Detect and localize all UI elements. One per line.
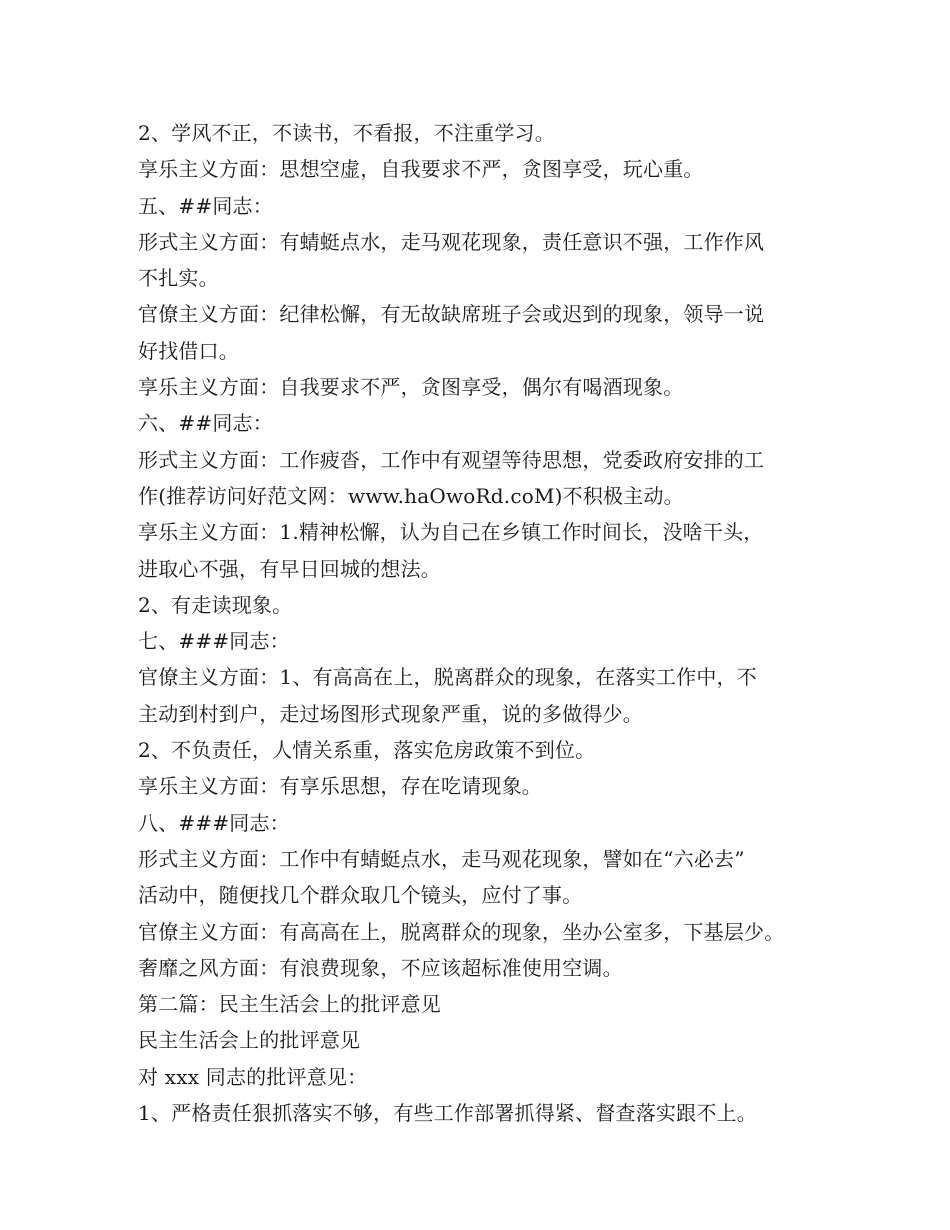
text-line: 进取心不强，有早日回城的想法。 — [138, 556, 441, 581]
text-line: 不扎实。 — [138, 266, 219, 291]
text-line: 好找借口。 — [138, 338, 239, 363]
text-line: 奢靡之风方面：有浪费现象，不应该超标准使用空调。 — [138, 955, 623, 980]
text-line: 官僚主义方面：1、有高高在上，脱离群众的现象，在落实工作中，不 — [138, 665, 757, 690]
section-heading: 七、###同志： — [138, 629, 290, 654]
text-line: 官僚主义方面：纪律松懈，有无故缺席班子会或迟到的现象，领导一说 — [138, 302, 765, 327]
text-line: 主动到村到户，走过场图形式现象严重，说的多做得少。 — [138, 701, 643, 726]
document-title: 民主生活会上的批评意见 — [138, 1028, 361, 1053]
section-heading: 五、##同志： — [138, 193, 273, 218]
text-line: 享乐主义方面：有享乐思想，存在吃请现象。 — [138, 774, 542, 799]
text-line: 享乐主义方面：思想空虚，自我要求不严，贪图享受，玩心重。 — [138, 157, 704, 182]
text-line: 享乐主义方面：1.精神松懈，认为自己在乡镇工作时间长，没啥干头， — [138, 520, 764, 545]
text-line: 形式主义方面：有蜻蜓点水，走马观花现象，责任意识不强，工作作风 — [138, 229, 765, 254]
text-line: 2、有走读现象。 — [138, 592, 293, 617]
text-line: 作(推荐访问好范文网：www.haOwoRd.coM)不积极主动。 — [138, 483, 684, 508]
section-heading: 六、##同志： — [138, 411, 273, 436]
chapter-title: 第二篇：民主生活会上的批评意见 — [138, 992, 441, 1017]
text-line: 享乐主义方面：自我要求不严，贪图享受，偶尔有喝酒现象。 — [138, 375, 684, 400]
text-line: 官僚主义方面：有高高在上，脱离群众的现象，坐办公室多，下基层少。 — [138, 919, 785, 944]
text-line: 1、严格责任狠抓落实不够，有些工作部署抓得紧、督查落实跟不上。 — [138, 1101, 757, 1126]
text-line: 形式主义方面：工作中有蜻蜓点水，走马观花现象，譬如在“六必去” — [138, 846, 745, 871]
section-heading: 八、###同志： — [138, 810, 290, 835]
text-line: 活动中，随便找几个群众取几个镜头，应付了事。 — [138, 883, 583, 908]
section-heading: 对 xxx 同志的批评意见： — [138, 1064, 368, 1089]
document-body — [138, 115, 838, 1131]
text-line: 2、学风不正，不读书，不看报，不注重学习。 — [138, 121, 555, 145]
text-line: 2、不负责任，人情关系重，落实危房政策不到位。 — [138, 738, 596, 763]
text-line: 形式主义方面：工作疲沓，工作中有观望等待思想，党委政府安排的工 — [138, 447, 765, 472]
